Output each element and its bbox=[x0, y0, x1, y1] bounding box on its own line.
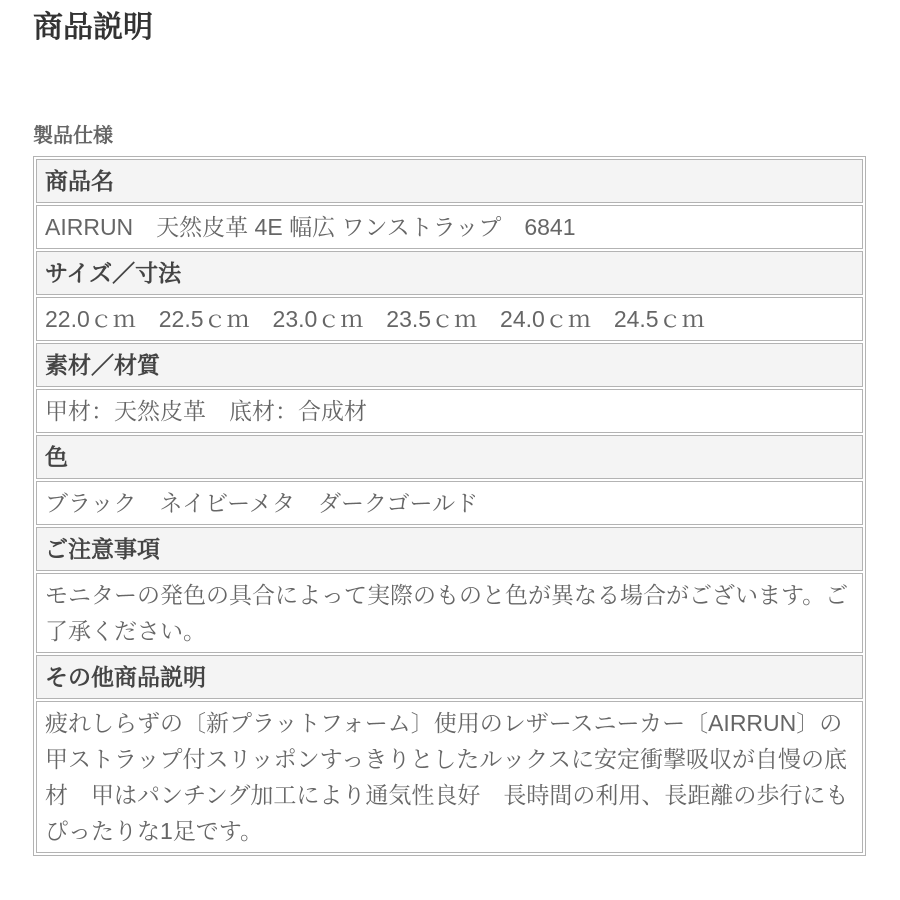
spec-cell-value: ブラック ネイビーメタ ダークゴールド bbox=[36, 481, 863, 525]
spec-row bbox=[36, 297, 863, 341]
spec-row bbox=[36, 159, 863, 203]
spec-row bbox=[36, 343, 863, 387]
spec-cell-header: その他商品説明 bbox=[36, 655, 863, 699]
page-title: 商品説明 bbox=[33, 11, 153, 44]
spec-cell-header: 色 bbox=[36, 435, 863, 479]
spec-row bbox=[36, 655, 863, 699]
spec-row bbox=[36, 435, 863, 479]
spec-row bbox=[36, 573, 863, 653]
spec-row bbox=[36, 481, 863, 525]
spec-table bbox=[33, 156, 866, 856]
spec-row bbox=[36, 527, 863, 571]
spec-cell-value: 疲れしらずの〔新プラットフォーム〕使用のレザースニーカー〔AIRRUN〕の甲ストラップ付スリッポンすっきりとしたルックスに安定衝撃吸収が自慢の底材 甲はパンチング加工により通気性良好 長時間の利用、長距離の歩行にもぴったりな1足です。 bbox=[36, 701, 863, 853]
spec-row bbox=[36, 389, 863, 433]
spec-row bbox=[36, 205, 863, 249]
spec-cell-value: AIRRUN 天然皮革 4E 幅広 ワンストラップ 6841 bbox=[36, 205, 863, 249]
spec-table-body bbox=[36, 159, 863, 853]
spec-cell-header: 商品名 bbox=[36, 159, 863, 203]
spec-section-heading: 製品仕様 bbox=[33, 125, 113, 147]
spec-cell-header: ご注意事項 bbox=[36, 527, 863, 571]
spec-cell-value: 甲材：天然皮革 底材：合成材 bbox=[36, 389, 863, 433]
spec-cell-value: 22.0ｃｍ 22.5ｃｍ 23.0ｃｍ 23.5ｃｍ 24.0ｃｍ 24.5ｃｍ bbox=[36, 297, 863, 341]
spec-row bbox=[36, 701, 863, 853]
spec-cell-header: サイズ／寸法 bbox=[36, 251, 863, 295]
spec-cell-value: モニターの発色の具合によって実際のものと色が異なる場合がございます。ご了承ください。 bbox=[36, 573, 863, 653]
spec-cell-header: 素材／材質 bbox=[36, 343, 863, 387]
spec-row bbox=[36, 251, 863, 295]
